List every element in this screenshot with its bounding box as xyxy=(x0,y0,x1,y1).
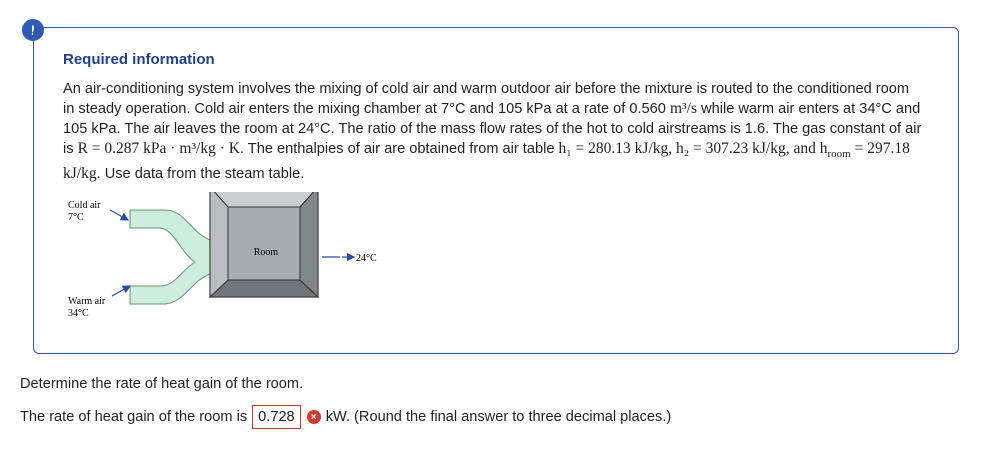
cold-air-label: Cold air xyxy=(68,200,101,211)
problem-text-1: An air-conditioning system involves the mixing of cold air and warm outdoor air before the mixture is routed to the conditioned room in steady operation. Cold air enters the mixing chamber at 7°C and 105 kPa at a rate of 0.560 xyxy=(63,81,910,117)
problem-text-2: while warm air enters at 34°C and 105 kPa. The air leaves the room at 24°C. The ratio of the mass flow rates of the hot to cold airstreams is 1.6. The gas constant of air is xyxy=(63,101,922,157)
warm-air-temp: 34°C xyxy=(68,308,89,319)
answer-input[interactable]: 0.728 xyxy=(252,405,301,429)
outlet-temp: 24°C xyxy=(356,253,377,264)
room-box xyxy=(210,192,318,297)
warm-air-label: Warm air xyxy=(68,296,106,307)
flow-unit: m³/s xyxy=(669,100,698,117)
answer-prefix: The rate of heat gain of the room is xyxy=(20,409,248,425)
answer-line xyxy=(20,405,671,429)
h-room-subscript: room xyxy=(827,147,851,160)
room-label: Room xyxy=(253,247,279,258)
h-room-value: = 297.18 kJ/kg xyxy=(63,140,910,182)
warm-air-arrow xyxy=(112,286,130,296)
enthalpy-expr: h₁ = 280.13 kJ/kg, h₂ = 307.23 kJ/kg, and h xyxy=(558,140,828,157)
alert-icon: ! xyxy=(22,19,44,41)
info-title: Required information xyxy=(63,51,215,68)
question-prompt: Determine the rate of heat gain of the room. xyxy=(20,376,304,392)
cold-air-temp: 7°C xyxy=(68,212,84,223)
answer-suffix: kW. (Round the final answer to three decimal places.) xyxy=(325,409,672,425)
gas-constant-expr: R = 0.287 kPa · m³/kg · K xyxy=(77,140,240,157)
mixing-chamber-figure xyxy=(60,192,400,332)
incorrect-icon: × xyxy=(307,410,321,424)
cold-air-arrow xyxy=(110,210,128,220)
problem-statement xyxy=(63,79,923,184)
problem-text-3: . The enthalpies of air are obtained from air table xyxy=(239,141,559,157)
problem-text-4: . Use data from the steam table. xyxy=(96,165,305,182)
